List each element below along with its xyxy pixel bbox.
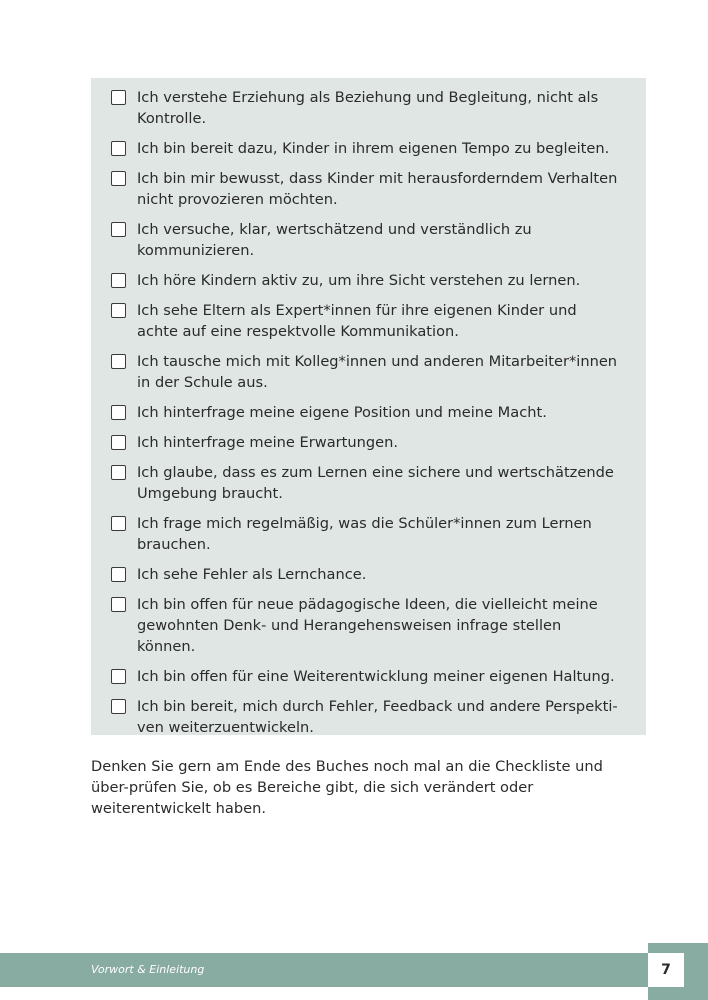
checkbox[interactable] (111, 90, 126, 105)
checklist-item-label: Ich hinterfrage meine Erwartungen. (137, 434, 398, 451)
checkbox[interactable] (111, 405, 126, 420)
checklist-item (111, 432, 618, 453)
checklist-box (91, 78, 646, 735)
footer-section-label: Vorwort & Einleitung (91, 963, 205, 976)
checklist-item (111, 594, 618, 657)
checklist-item (111, 696, 618, 738)
body-paragraph: Denken Sie gern am Ende des Buches noch mal an die Checkliste und über-prüfen Sie, ob es Bereiche gibt, die sich verändert oder weiterentwickelt haben. (91, 758, 603, 817)
checklist-item (111, 270, 618, 291)
checklist-item-label: Ich glaube, dass es zum Lernen eine sichere und wertschätzende Umgebung braucht. (137, 464, 614, 502)
checklist-item (111, 300, 618, 342)
checklist-item (111, 564, 618, 585)
checklist-item-label: Ich sehe Eltern als Expert*innen für ihre eigenen Kinder und achte auf eine respektvolle Kommunikation. (137, 302, 577, 340)
checklist-item (111, 462, 618, 504)
checklist-item-label: Ich bin bereit dazu, Kinder in ihrem eigenen Tempo zu begleiten. (137, 140, 610, 157)
checkbox[interactable] (111, 171, 126, 186)
checklist-item (111, 513, 618, 555)
checkbox[interactable] (111, 222, 126, 237)
page-number: 7 (648, 953, 684, 987)
checklist-item (111, 138, 618, 159)
checkbox[interactable] (111, 273, 126, 288)
checklist-item-label: Ich bin offen für neue pädagogische Ideen, die vielleicht meine gewohnten Denk- und Herangehensweisen infrage stellen können. (137, 596, 598, 655)
checklist-item-label: Ich verstehe Erziehung als Beziehung und Begleitung, nicht als Kontrolle. (137, 89, 599, 127)
checklist-item (111, 87, 618, 129)
checklist-item-label: Ich höre Kindern aktiv zu, um ihre Sicht verstehen zu lernen. (137, 272, 581, 289)
checkbox[interactable] (111, 597, 126, 612)
checklist-item-label: Ich bin bereit, mich durch Fehler, Feedback und andere Perspekti-ven weiterzuentwickeln. (137, 698, 618, 736)
checklist-item-label: Ich frage mich regelmäßig, was die Schüler*innen zum Lernen brauchen. (137, 515, 592, 553)
checkbox[interactable] (111, 567, 126, 582)
checkbox[interactable] (111, 516, 126, 531)
checkbox[interactable] (111, 669, 126, 684)
checklist-item (111, 666, 618, 687)
checkbox[interactable] (111, 354, 126, 369)
checkbox[interactable] (111, 699, 126, 714)
checkbox[interactable] (111, 435, 126, 450)
checkbox[interactable] (111, 303, 126, 318)
checklist-item-label: Ich bin offen für eine Weiterentwicklung meiner eigenen Haltung. (137, 668, 615, 685)
checklist-item-label: Ich sehe Fehler als Lernchance. (137, 566, 367, 583)
checklist-item-label: Ich tausche mich mit Kolleg*innen und anderen Mitarbeiter*innen in der Schule aus. (137, 353, 618, 391)
checkbox[interactable] (111, 141, 126, 156)
checklist-item-label: Ich bin mir bewusst, dass Kinder mit herausforderndem Verhalten nicht provozieren möchten. (137, 170, 618, 208)
checklist-item (111, 219, 618, 261)
checkbox[interactable] (111, 465, 126, 480)
checklist-item (111, 402, 618, 423)
checklist-item-label: Ich hinterfrage meine eigene Position und meine Macht. (137, 404, 547, 421)
checklist-item (111, 168, 618, 210)
checklist-item-label: Ich versuche, klar, wertschätzend und verständlich zu kommunizieren. (137, 221, 532, 259)
checklist-item (111, 351, 618, 393)
